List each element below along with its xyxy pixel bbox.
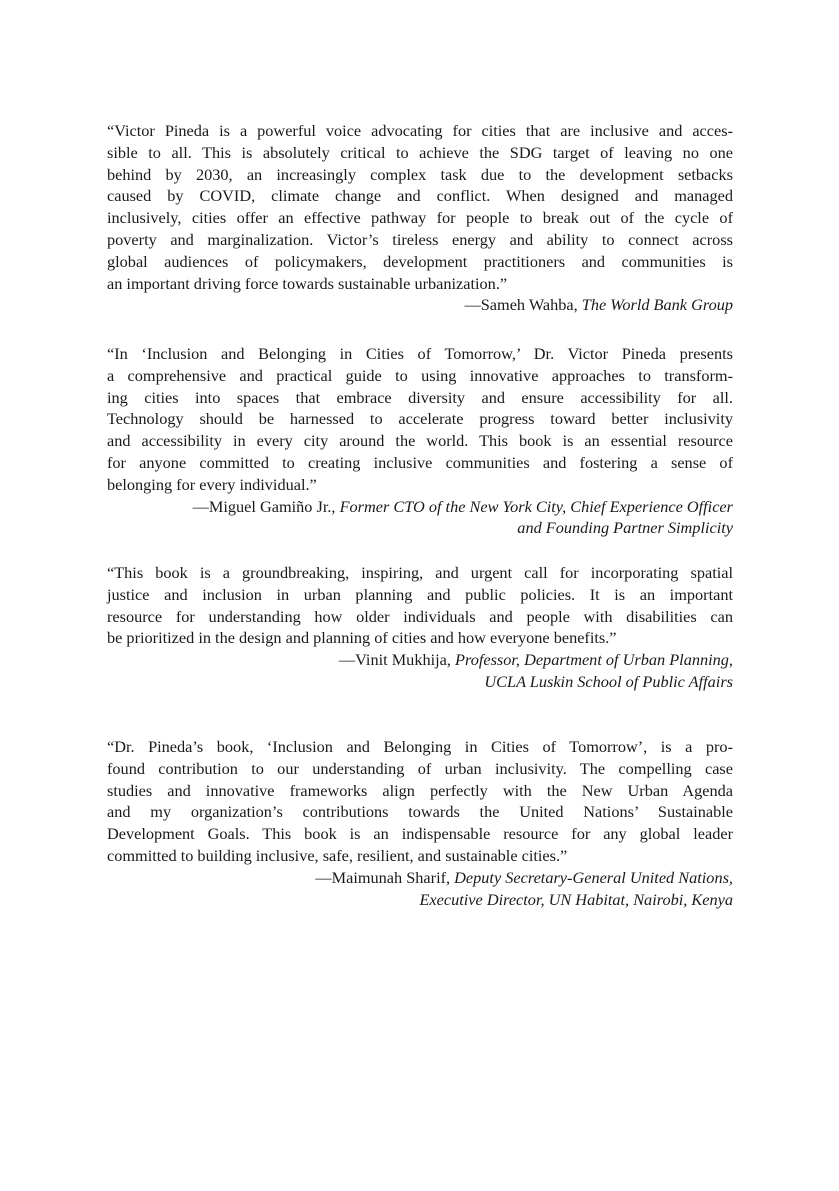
quote-line: ing cities into spaces that embrace diversity and ensure accessibility for all. [107, 387, 733, 407]
quote-line: an important driving force towards sustainable urbanization.” [107, 273, 508, 293]
quote-line: found contribution to our understanding of urban inclusivity. The compelling case [107, 758, 733, 778]
quote-line: Development Goals. This book is an indispensable resource for any global leader [107, 824, 733, 844]
attribution-line [107, 889, 733, 911]
quote-line: “This book is a groundbreaking, inspiring, and urgent call for incorporating spatial [107, 563, 733, 582]
author-affiliation: Deputy Secretary-General United Nations, [454, 867, 733, 887]
author-affiliation: and Founding Partner Simplicity [517, 518, 733, 538]
quote-line: and accessibility in every city around the world. This book is an essential resource [107, 431, 733, 451]
quote-line: Technology should be harnessed to accelerate progress toward better inclusivity [107, 409, 733, 429]
quote-line: “Victor Pineda is a powerful voice advocating for cities that are inclusive and acces- [107, 121, 733, 140]
quote-line: and my organization’s contributions towards the United Nations’ Sustainable [107, 802, 733, 822]
attribution-line [107, 867, 733, 889]
author-affiliation: Professor, Department of Urban Planning, [455, 650, 733, 670]
quote-line: be prioritized in the design and planning of cities and how everyone benefits.” [107, 628, 617, 648]
attribution-line [107, 294, 733, 316]
quote-line: belonging for every individual.” [107, 474, 317, 494]
quote-line: behind by 2030, an increasingly complex task due to the development setbacks [107, 164, 733, 184]
quote-line: sible to all. This is absolutely critical to achieve the SDG target of leaving no one [107, 142, 733, 162]
attribution-line [107, 671, 733, 693]
attribution-line [107, 496, 733, 518]
author-affiliation: Former CTO of the New York City, Chief Experience Officer [339, 496, 733, 516]
author-name: —Sameh Wahba, [464, 295, 582, 315]
endorsement-sharif [107, 736, 733, 910]
author-affiliation: Executive Director, UN Habitat, Nairobi, Kenya [419, 889, 733, 909]
quote-line: for anyone committed to creating inclusive communities and fostering a sense of [107, 452, 733, 472]
quote-line: poverty and marginalization. Victor’s tireless energy and ability to connect across [107, 229, 733, 249]
attribution-line [107, 649, 733, 671]
quote-line: justice and inclusion in urban planning and public policies. It is an important [107, 584, 733, 604]
author-name: —Miguel Gamiño Jr., [192, 496, 340, 516]
author-name: —Maimunah Sharif, [315, 867, 455, 887]
quote-line: inclusively, cities offer an effective pathway for people to break out of the cycle of [107, 208, 733, 228]
quote-line: “Dr. Pineda’s book, ‘Inclusion and Belonging in Cities of Tomorrow’, is a pro- [107, 737, 733, 756]
quote-line: committed to building inclusive, safe, resilient, and sustainable cities.” [107, 845, 568, 865]
endorsement-gamino [107, 343, 733, 539]
quote-line: “In ‘Inclusion and Belonging in Cities of Tomorrow,’ Dr. Victor Pineda presents [107, 344, 733, 363]
quote-line: studies and innovative frameworks align perfectly with the New Urban Agenda [107, 780, 733, 800]
author-affiliation: The World Bank Group [581, 295, 733, 315]
attribution-line [107, 517, 733, 539]
quote-line: resource for understanding how older individuals and people with disabilities can [107, 606, 733, 626]
quote-line: global audiences of policymakers, development practitioners and communities is [107, 251, 733, 271]
endorsement-mukhija [107, 562, 733, 693]
endorsement-wahba [107, 120, 733, 316]
author-name: —Vinit Mukhija, [338, 650, 456, 670]
quote-line: caused by COVID, climate change and conflict. When designed and managed [107, 186, 733, 206]
quote-line: a comprehensive and practical guide to using innovative approaches to transform- [107, 365, 733, 385]
author-affiliation: UCLA Luskin School of Public Affairs [484, 671, 733, 691]
